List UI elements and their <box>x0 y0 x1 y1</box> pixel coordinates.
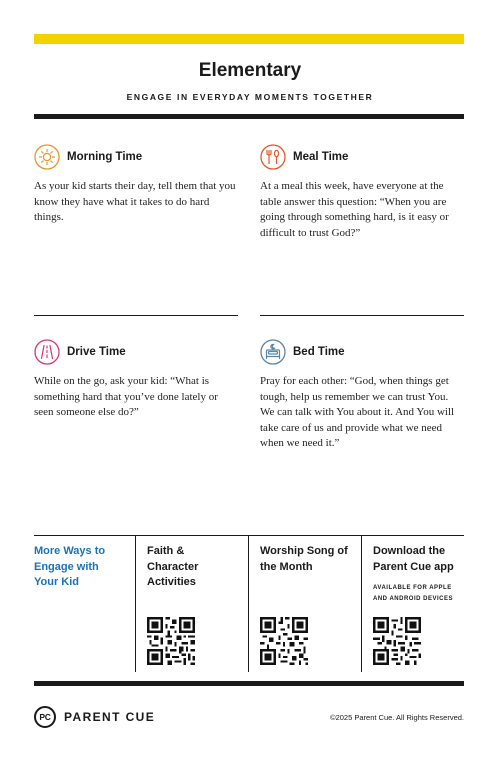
bed-time-title: Bed Time <box>293 346 345 358</box>
drive-time-card <box>34 338 238 421</box>
drive-time-text: While on the go, ask your kid: “What is something hard that you’ve done lately or seen someone else do?” <box>34 375 218 419</box>
faith-activities-title: Faith & Character Activities <box>147 545 199 588</box>
morning-time-card <box>34 143 238 226</box>
utensils-icon <box>260 144 286 170</box>
footer-divider <box>34 681 464 686</box>
faith-activities-column <box>135 535 248 672</box>
bed-time-card <box>260 338 464 452</box>
app-download-title: Download the Parent Cue app <box>373 545 454 573</box>
page-subtitle: ENGAGE IN EVERYDAY MOMENTS TOGETHER <box>126 92 374 102</box>
page-title: Elementary <box>198 60 302 81</box>
parent-cue-logo <box>34 706 155 728</box>
more-ways-heading: More Ways to Engage with Your Kid <box>34 545 106 588</box>
app-download-column <box>361 535 464 672</box>
sun-icon <box>34 144 60 170</box>
worship-song-title: Worship Song of the Month <box>260 545 348 573</box>
top-accent-bar <box>34 34 464 44</box>
bed-time-text: Pray for each other: “God, when things get tough, help us remember we can trust You. We can talk with You about it. And You will take care of us and provide what we need when we need it.” <box>260 375 455 450</box>
bed-icon <box>260 339 286 365</box>
section-divider-right <box>260 315 464 316</box>
drive-time-title: Drive Time <box>67 346 126 358</box>
worship-song-column <box>248 535 361 672</box>
section-divider-left <box>34 315 238 316</box>
copyright-text: ©2025 Parent Cue. All Rights Reserved. <box>330 713 464 722</box>
meal-time-text: At a meal this week, have everyone at the table answer this question: “When you are going through something hard, is it easy or difficult to trust God?” <box>260 180 449 239</box>
road-icon <box>34 339 60 365</box>
logo-mark: PC <box>34 706 56 728</box>
meal-time-title: Meal Time <box>293 151 349 163</box>
more-ways-section <box>34 535 464 672</box>
qr-code-icon[interactable] <box>147 617 195 665</box>
morning-time-title: Morning Time <box>67 151 143 163</box>
app-availability-note: AVAILABLE FOR APPLE AND ANDROID DEVICES <box>373 585 453 602</box>
brand-name: PARENT CUE <box>64 710 156 724</box>
qr-code-icon[interactable] <box>373 617 421 665</box>
morning-time-text: As your kid starts their day, tell them that you know they have what it takes to do hard things. <box>34 180 236 224</box>
meal-time-card <box>260 143 464 241</box>
header-divider <box>34 114 464 119</box>
qr-code-icon[interactable] <box>260 617 308 665</box>
